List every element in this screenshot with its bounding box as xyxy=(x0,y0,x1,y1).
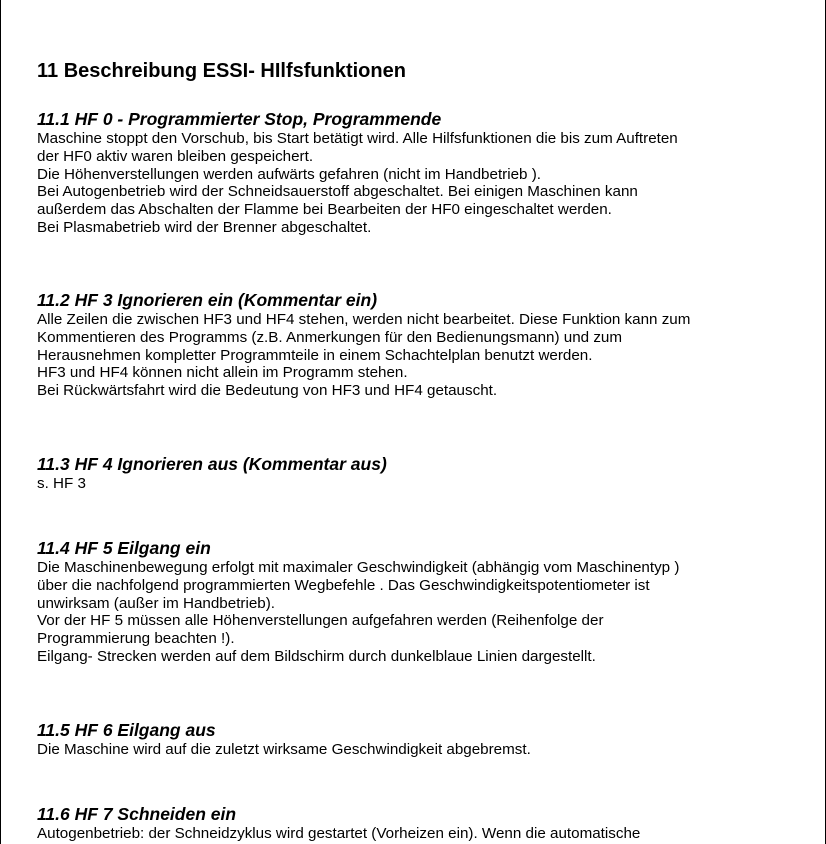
section-heading: 11.1 HF 0 - Programmierter Stop, Programmende xyxy=(37,109,442,129)
section-hf4 xyxy=(37,453,797,493)
body-line: Die Höhenverstellungen werden aufwärts gefahren (nicht im Handbetrieb ). xyxy=(37,165,541,183)
body-line: Maschine stoppt den Vorschub, bis Start betätigt wird. Alle Hilfsfunktionen die bis zum Auftreten xyxy=(37,130,678,147)
body-line: Autogenbetrieb: der Schneidzyklus wird gestartet (Vorheizen ein). Wenn die automatische xyxy=(37,825,641,842)
section-body xyxy=(37,130,797,237)
body-line: Die Maschinenbewegung erfolgt mit maximaler Geschwindigkeit (abhängig vom Maschinentyp ) xyxy=(37,559,680,576)
body-line: Alle Zeilen die zwischen HF3 und HF4 stehen, werden nicht bearbeitet. Diese Funktion kann zum xyxy=(37,311,691,328)
body-line: Kommentieren des Programms (z.B. Anmerkungen für den Bedienungsmann) und zum xyxy=(37,328,623,346)
section-heading: 11.2 HF 3 Ignorieren ein (Kommentar ein) xyxy=(37,290,378,310)
body-line: Vor der HF 5 müssen alle Höhenverstellungen aufgefahren werden (Reihenfolge der xyxy=(37,612,604,630)
body-line: Bei Rückwärtsfahrt wird die Bedeutung von HF3 und HF4 getauscht. xyxy=(37,382,498,400)
section-heading: 11.6 HF 7 Schneiden ein xyxy=(37,804,237,824)
body-line: außerdem das Abschalten der Flamme bei Bearbeiten der HF0 eingeschaltet werden. xyxy=(37,201,612,219)
section-body xyxy=(37,741,797,759)
section-hf3 xyxy=(37,289,797,400)
body-line: Bei Plasmabetrieb wird der Brenner abgeschaltet. xyxy=(37,218,372,236)
section-body xyxy=(37,475,797,493)
body-line: Bei Autogenbetrieb wird der Schneidsauerstoff abgeschaltet. Bei einigen Maschinen kann xyxy=(37,183,638,201)
chapter-title: 11 Beschreibung ESSI- HIlfsfunktionen xyxy=(37,60,406,82)
section-heading: 11.5 HF 6 Eilgang aus xyxy=(37,720,216,740)
body-line: unwirksam (außer im Handbetrieb). xyxy=(37,594,276,612)
body-line: über die nachfolgend programmierten Wegbefehle . Das Geschwindigkeitspotentiometer ist xyxy=(37,576,650,594)
section-hf0 xyxy=(37,108,797,237)
section-heading: 11.3 HF 4 Ignorieren aus (Kommentar aus) xyxy=(37,454,387,474)
section-hf7 xyxy=(37,803,797,843)
body-line: der HF0 aktiv waren bleiben gespeichert. xyxy=(37,147,314,165)
body-line: Die Maschine wird auf die zuletzt wirksame Geschwindigkeit abgebremst. xyxy=(37,741,531,758)
section-hf6 xyxy=(37,719,797,759)
body-line: Herausnehmen kompletter Programmteile in einem Schachtelplan benutzt werden. xyxy=(37,346,593,364)
section-body xyxy=(37,825,797,843)
section-body xyxy=(37,559,797,666)
body-line: Programmierung beachten !). xyxy=(37,630,235,648)
section-hf5 xyxy=(37,537,797,666)
body-line: Eilgang- Strecken werden auf dem Bildschirm durch dunkelblaue Linien dargestellt. xyxy=(37,647,596,665)
body-line: s. HF 3 xyxy=(37,475,86,492)
section-heading: 11.4 HF 5 Eilgang ein xyxy=(37,538,211,558)
body-line: HF3 und HF4 können nicht allein im Programm stehen. xyxy=(37,364,408,382)
section-body xyxy=(37,311,797,400)
